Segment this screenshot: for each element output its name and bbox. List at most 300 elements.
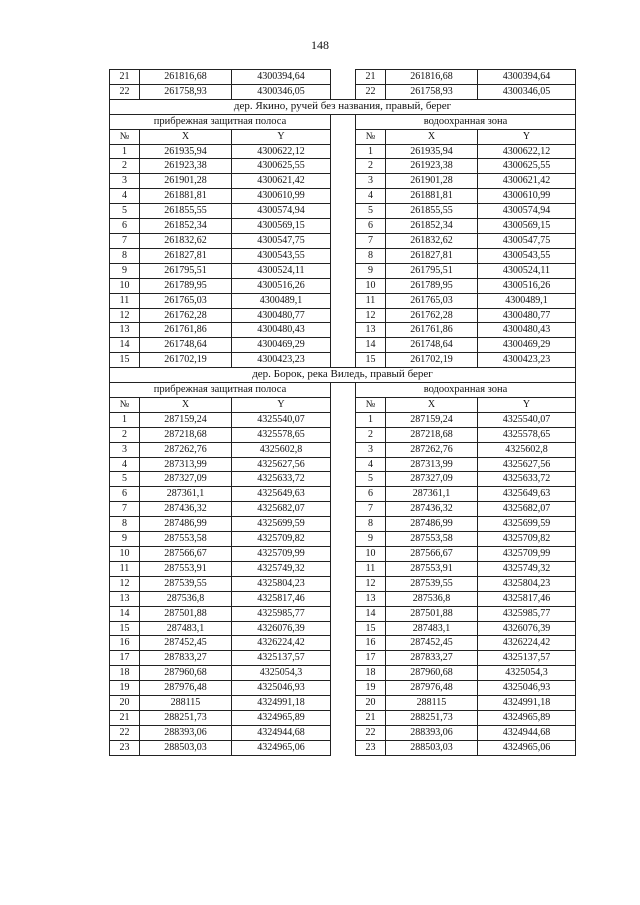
table-row xyxy=(110,189,576,204)
left-point-number: 10 xyxy=(110,278,140,293)
left-x-coordinate: 261827,81 xyxy=(140,248,232,263)
column-gap xyxy=(331,129,356,144)
table-row xyxy=(110,204,576,219)
right-subsection-title: водоохранная зона xyxy=(356,114,576,129)
table-row xyxy=(110,472,576,487)
column-gap xyxy=(331,263,356,278)
left-point-number: 2 xyxy=(110,159,140,174)
column-gap xyxy=(331,457,356,472)
right-y-coordinate: 4325749,32 xyxy=(478,561,576,576)
right-y-coordinate: 4325699,59 xyxy=(478,517,576,532)
table-row xyxy=(110,487,576,502)
left-point-number: 18 xyxy=(110,666,140,681)
right-x-coordinate: 287553,91 xyxy=(386,561,478,576)
table-row xyxy=(110,278,576,293)
section-title: дер. Якино, ручей без названия, правый, берег xyxy=(110,99,576,114)
left-point-number: 2 xyxy=(110,427,140,442)
right-x-coordinate: 287976,48 xyxy=(386,681,478,696)
right-point-number: 3 xyxy=(356,174,386,189)
column-gap xyxy=(331,189,356,204)
right-point-number: 20 xyxy=(356,696,386,711)
right-y-coordinate: 4300543,55 xyxy=(478,248,576,263)
left-point-number: 11 xyxy=(110,561,140,576)
table-row xyxy=(110,696,576,711)
right-point-number: 2 xyxy=(356,427,386,442)
left-point-number: 22 xyxy=(110,84,140,99)
right-point-number: 5 xyxy=(356,472,386,487)
right-point-number: 21 xyxy=(356,710,386,725)
right-point-number: 13 xyxy=(356,591,386,606)
left-y-coordinate: 4325709,99 xyxy=(232,547,331,562)
right-x-coordinate: 261881,81 xyxy=(386,189,478,204)
table-row xyxy=(110,576,576,591)
right-x-coordinate: 288503,03 xyxy=(386,740,478,755)
left-point-number: 21 xyxy=(110,710,140,725)
column-header-row xyxy=(110,397,576,412)
left-point-number: 6 xyxy=(110,487,140,502)
right-x-coordinate: 287486,99 xyxy=(386,517,478,532)
table-row xyxy=(110,70,576,85)
column-gap xyxy=(331,681,356,696)
right-point-number: 15 xyxy=(356,353,386,368)
left-x-coordinate: 261795,51 xyxy=(140,263,232,278)
left-y-coordinate: 4300574,94 xyxy=(232,204,331,219)
left-x-coordinate: 287501,88 xyxy=(140,606,232,621)
right-y-coordinate: 4325682,07 xyxy=(478,502,576,517)
left-subsection-title: прибрежная защитная полоса xyxy=(110,114,331,129)
subsection-header-row xyxy=(110,383,576,398)
left-x-coordinate: 261923,38 xyxy=(140,159,232,174)
table-row xyxy=(110,263,576,278)
right-point-number: 6 xyxy=(356,219,386,234)
table-row xyxy=(110,517,576,532)
column-gap xyxy=(331,725,356,740)
left-point-number: 5 xyxy=(110,472,140,487)
column-gap xyxy=(331,472,356,487)
left-point-number: 9 xyxy=(110,532,140,547)
column-gap xyxy=(331,353,356,368)
left-y-coordinate: 4300346,05 xyxy=(232,84,331,99)
right-y-coordinate: 4324991,18 xyxy=(478,696,576,711)
column-gap xyxy=(331,576,356,591)
right-y-coordinate: 4300489,1 xyxy=(478,293,576,308)
column-gap xyxy=(331,487,356,502)
right-y-coordinate: 4325633,72 xyxy=(478,472,576,487)
left-y-coordinate: 4325709,82 xyxy=(232,532,331,547)
left-y-coordinate: 4325540,07 xyxy=(232,412,331,427)
left-x-coordinate: 287483,1 xyxy=(140,621,232,636)
column-gap xyxy=(331,204,356,219)
left-x-coordinate: 261855,55 xyxy=(140,204,232,219)
column-gap xyxy=(331,412,356,427)
left-point-number: 15 xyxy=(110,353,140,368)
right-x-coordinate: 287536,8 xyxy=(386,591,478,606)
right-y-coordinate: 4300480,77 xyxy=(478,308,576,323)
right-x-coordinate: 261855,55 xyxy=(386,204,478,219)
column-gap xyxy=(331,308,356,323)
right-point-number: 19 xyxy=(356,681,386,696)
column-gap xyxy=(331,323,356,338)
column-gap xyxy=(331,159,356,174)
left-y-coordinate: 4300489,1 xyxy=(232,293,331,308)
table-row xyxy=(110,740,576,755)
right-x-coordinate: 287313,99 xyxy=(386,457,478,472)
right-x-coordinate: 287960,68 xyxy=(386,666,478,681)
right-x-coordinate: 288393,06 xyxy=(386,725,478,740)
right-y-coordinate: 4300625,55 xyxy=(478,159,576,174)
column-gap xyxy=(331,606,356,621)
right-y-coordinate: 4325985,77 xyxy=(478,606,576,621)
left-x-coordinate: 287327,09 xyxy=(140,472,232,487)
right-x-coordinate: 287327,09 xyxy=(386,472,478,487)
column-gap xyxy=(331,248,356,263)
table-row xyxy=(110,233,576,248)
right-y-coordinate: 4300524,11 xyxy=(478,263,576,278)
left-x-coordinate: 287553,91 xyxy=(140,561,232,576)
left-y-coordinate: 4300622,12 xyxy=(232,144,331,159)
right-point-number: 15 xyxy=(356,621,386,636)
left-x-coordinate: 261881,81 xyxy=(140,189,232,204)
right-point-number: 11 xyxy=(356,293,386,308)
right-y-coordinate: 4300423,23 xyxy=(478,353,576,368)
right-x-coordinate: 261923,38 xyxy=(386,159,478,174)
left-y-coordinate: 4325804,23 xyxy=(232,576,331,591)
right-point-number: 22 xyxy=(356,725,386,740)
left-x-coordinate: 287566,67 xyxy=(140,547,232,562)
right-point-number: 21 xyxy=(356,70,386,85)
table-row xyxy=(110,338,576,353)
column-gap xyxy=(331,219,356,234)
left-y-header: Y xyxy=(232,397,331,412)
right-x-coordinate: 261765,03 xyxy=(386,293,478,308)
left-x-header: X xyxy=(140,129,232,144)
right-x-coordinate: 261702,19 xyxy=(386,353,478,368)
left-point-number: 9 xyxy=(110,263,140,278)
left-point-number: 12 xyxy=(110,308,140,323)
right-point-number: 1 xyxy=(356,144,386,159)
right-point-number: 8 xyxy=(356,248,386,263)
right-point-number: 12 xyxy=(356,308,386,323)
right-x-coordinate: 261832,62 xyxy=(386,233,478,248)
left-number-header: № xyxy=(110,129,140,144)
column-gap xyxy=(331,144,356,159)
column-gap xyxy=(331,740,356,755)
left-point-number: 17 xyxy=(110,651,140,666)
right-number-header: № xyxy=(356,397,386,412)
left-point-number: 7 xyxy=(110,233,140,248)
table-row xyxy=(110,442,576,457)
column-gap xyxy=(331,70,356,85)
left-subsection-title: прибрежная защитная полоса xyxy=(110,383,331,398)
left-point-number: 13 xyxy=(110,323,140,338)
left-y-coordinate: 4324965,89 xyxy=(232,710,331,725)
right-x-coordinate: 287501,88 xyxy=(386,606,478,621)
left-x-coordinate: 261748,64 xyxy=(140,338,232,353)
left-y-coordinate: 4325817,46 xyxy=(232,591,331,606)
right-point-number: 8 xyxy=(356,517,386,532)
column-gap xyxy=(331,666,356,681)
right-y-header: Y xyxy=(478,397,576,412)
table-row xyxy=(110,636,576,651)
column-gap xyxy=(331,338,356,353)
left-x-coordinate: 287833,27 xyxy=(140,651,232,666)
right-x-coordinate: 287483,1 xyxy=(386,621,478,636)
left-x-coordinate: 288503,03 xyxy=(140,740,232,755)
right-x-header: X xyxy=(386,397,478,412)
right-x-coordinate: 288251,73 xyxy=(386,710,478,725)
table-row xyxy=(110,293,576,308)
left-y-coordinate: 4300480,77 xyxy=(232,308,331,323)
left-x-coordinate: 287539,55 xyxy=(140,576,232,591)
right-y-coordinate: 4300346,05 xyxy=(478,84,576,99)
section-title-row xyxy=(110,368,576,383)
column-gap xyxy=(331,621,356,636)
right-point-number: 9 xyxy=(356,263,386,278)
right-x-coordinate: 261816,68 xyxy=(386,70,478,85)
left-point-number: 1 xyxy=(110,144,140,159)
right-point-number: 4 xyxy=(356,457,386,472)
right-point-number: 22 xyxy=(356,84,386,99)
right-point-number: 7 xyxy=(356,233,386,248)
table-row xyxy=(110,710,576,725)
left-y-coordinate: 4325633,72 xyxy=(232,472,331,487)
left-y-coordinate: 4300516,26 xyxy=(232,278,331,293)
right-y-coordinate: 4325627,56 xyxy=(478,457,576,472)
left-y-coordinate: 4325046,93 xyxy=(232,681,331,696)
right-x-coordinate: 287452,45 xyxy=(386,636,478,651)
right-x-coordinate: 261748,64 xyxy=(386,338,478,353)
left-point-number: 11 xyxy=(110,293,140,308)
column-gap xyxy=(331,710,356,725)
column-header-row xyxy=(110,129,576,144)
left-y-coordinate: 4325602,8 xyxy=(232,442,331,457)
right-x-coordinate: 287218,68 xyxy=(386,427,478,442)
left-point-number: 1 xyxy=(110,412,140,427)
left-x-coordinate: 261702,19 xyxy=(140,353,232,368)
column-gap xyxy=(331,547,356,562)
column-gap xyxy=(331,517,356,532)
column-gap xyxy=(331,636,356,651)
left-point-number: 21 xyxy=(110,70,140,85)
coordinates-table xyxy=(109,69,576,756)
left-x-coordinate: 261758,93 xyxy=(140,84,232,99)
left-point-number: 14 xyxy=(110,606,140,621)
left-x-coordinate: 288251,73 xyxy=(140,710,232,725)
right-x-coordinate: 287566,67 xyxy=(386,547,478,562)
right-point-number: 4 xyxy=(356,189,386,204)
right-point-number: 1 xyxy=(356,412,386,427)
table-row xyxy=(110,606,576,621)
table-row xyxy=(110,427,576,442)
column-gap xyxy=(331,561,356,576)
left-y-coordinate: 4300394,64 xyxy=(232,70,331,85)
column-gap xyxy=(331,502,356,517)
column-gap xyxy=(331,532,356,547)
column-gap xyxy=(331,397,356,412)
left-point-number: 8 xyxy=(110,248,140,263)
right-y-coordinate: 4300574,94 xyxy=(478,204,576,219)
left-point-number: 10 xyxy=(110,547,140,562)
column-gap xyxy=(331,278,356,293)
table-row xyxy=(110,681,576,696)
right-y-coordinate: 4325804,23 xyxy=(478,576,576,591)
column-gap xyxy=(331,293,356,308)
left-point-number: 8 xyxy=(110,517,140,532)
right-point-number: 3 xyxy=(356,442,386,457)
left-y-coordinate: 4324965,06 xyxy=(232,740,331,755)
left-x-coordinate: 287960,68 xyxy=(140,666,232,681)
table-row xyxy=(110,412,576,427)
left-x-coordinate: 261935,94 xyxy=(140,144,232,159)
left-point-number: 3 xyxy=(110,174,140,189)
left-point-number: 4 xyxy=(110,189,140,204)
right-point-number: 7 xyxy=(356,502,386,517)
right-point-number: 10 xyxy=(356,278,386,293)
left-x-coordinate: 261762,28 xyxy=(140,308,232,323)
right-y-coordinate: 4324965,06 xyxy=(478,740,576,755)
left-y-coordinate: 4326224,42 xyxy=(232,636,331,651)
left-y-coordinate: 4300547,75 xyxy=(232,233,331,248)
right-y-coordinate: 4325137,57 xyxy=(478,651,576,666)
left-point-number: 16 xyxy=(110,636,140,651)
right-x-coordinate: 261762,28 xyxy=(386,308,478,323)
table-row xyxy=(110,666,576,681)
column-gap xyxy=(331,591,356,606)
right-y-coordinate: 4300622,12 xyxy=(478,144,576,159)
table-row xyxy=(110,651,576,666)
left-y-coordinate: 4325627,56 xyxy=(232,457,331,472)
table-row xyxy=(110,308,576,323)
right-point-number: 23 xyxy=(356,740,386,755)
left-y-coordinate: 4325649,63 xyxy=(232,487,331,502)
right-x-coordinate: 287436,32 xyxy=(386,502,478,517)
right-y-coordinate: 4325054,3 xyxy=(478,666,576,681)
section-title: дер. Борок, река Виледь, правый берег xyxy=(110,368,576,383)
left-point-number: 6 xyxy=(110,219,140,234)
column-gap xyxy=(331,651,356,666)
right-y-coordinate: 4300547,75 xyxy=(478,233,576,248)
left-y-coordinate: 4300625,55 xyxy=(232,159,331,174)
right-y-coordinate: 4300610,99 xyxy=(478,189,576,204)
table-row xyxy=(110,174,576,189)
left-y-coordinate: 4325054,3 xyxy=(232,666,331,681)
right-number-header: № xyxy=(356,129,386,144)
right-y-header: Y xyxy=(478,129,576,144)
left-x-coordinate: 287536,8 xyxy=(140,591,232,606)
left-y-coordinate: 4300543,55 xyxy=(232,248,331,263)
left-x-header: X xyxy=(140,397,232,412)
left-y-coordinate: 4300423,23 xyxy=(232,353,331,368)
table-row xyxy=(110,621,576,636)
left-y-coordinate: 4325682,07 xyxy=(232,502,331,517)
right-point-number: 12 xyxy=(356,576,386,591)
page-number: 148 xyxy=(311,38,329,52)
right-x-coordinate: 287539,55 xyxy=(386,576,478,591)
left-x-coordinate: 288393,06 xyxy=(140,725,232,740)
right-x-coordinate: 287159,24 xyxy=(386,412,478,427)
right-point-number: 18 xyxy=(356,666,386,681)
table-row xyxy=(110,219,576,234)
right-y-coordinate: 4324965,89 xyxy=(478,710,576,725)
table-row xyxy=(110,159,576,174)
left-x-coordinate: 261765,03 xyxy=(140,293,232,308)
right-y-coordinate: 4325540,07 xyxy=(478,412,576,427)
table-row xyxy=(110,323,576,338)
left-x-coordinate: 287452,45 xyxy=(140,636,232,651)
left-y-coordinate: 4300480,43 xyxy=(232,323,331,338)
left-x-coordinate: 261789,95 xyxy=(140,278,232,293)
right-subsection-title: водоохранная зона xyxy=(356,383,576,398)
right-y-coordinate: 4326076,39 xyxy=(478,621,576,636)
left-point-number: 3 xyxy=(110,442,140,457)
column-gap xyxy=(331,442,356,457)
right-point-number: 6 xyxy=(356,487,386,502)
left-y-coordinate: 4325985,77 xyxy=(232,606,331,621)
left-point-number: 4 xyxy=(110,457,140,472)
right-point-number: 9 xyxy=(356,532,386,547)
left-y-coordinate: 4325699,59 xyxy=(232,517,331,532)
right-point-number: 17 xyxy=(356,651,386,666)
left-x-coordinate: 287361,1 xyxy=(140,487,232,502)
right-x-header: X xyxy=(386,129,478,144)
right-x-coordinate: 287262,76 xyxy=(386,442,478,457)
left-y-coordinate: 4300569,15 xyxy=(232,219,331,234)
left-point-number: 14 xyxy=(110,338,140,353)
right-y-coordinate: 4300569,15 xyxy=(478,219,576,234)
right-y-coordinate: 4300469,29 xyxy=(478,338,576,353)
table-row xyxy=(110,353,576,368)
right-x-coordinate: 261795,51 xyxy=(386,263,478,278)
right-point-number: 16 xyxy=(356,636,386,651)
right-y-coordinate: 4325578,65 xyxy=(478,427,576,442)
left-point-number: 22 xyxy=(110,725,140,740)
right-point-number: 14 xyxy=(356,606,386,621)
right-y-coordinate: 4300394,64 xyxy=(478,70,576,85)
section-title-row xyxy=(110,99,576,114)
right-x-coordinate: 261789,95 xyxy=(386,278,478,293)
left-point-number: 19 xyxy=(110,681,140,696)
column-gap xyxy=(331,114,356,129)
left-y-header: Y xyxy=(232,129,331,144)
table-row xyxy=(110,561,576,576)
left-point-number: 7 xyxy=(110,502,140,517)
table-row xyxy=(110,502,576,517)
left-x-coordinate: 287553,58 xyxy=(140,532,232,547)
right-y-coordinate: 4325046,93 xyxy=(478,681,576,696)
right-point-number: 2 xyxy=(356,159,386,174)
column-gap xyxy=(331,696,356,711)
left-x-coordinate: 287436,32 xyxy=(140,502,232,517)
left-point-number: 5 xyxy=(110,204,140,219)
left-y-coordinate: 4326076,39 xyxy=(232,621,331,636)
table-row xyxy=(110,591,576,606)
left-x-coordinate: 261816,68 xyxy=(140,70,232,85)
left-point-number: 15 xyxy=(110,621,140,636)
right-y-coordinate: 4300621,42 xyxy=(478,174,576,189)
right-x-coordinate: 261758,93 xyxy=(386,84,478,99)
left-y-coordinate: 4300621,42 xyxy=(232,174,331,189)
right-x-coordinate: 261761,86 xyxy=(386,323,478,338)
left-x-coordinate: 287486,99 xyxy=(140,517,232,532)
left-x-coordinate: 287976,48 xyxy=(140,681,232,696)
right-point-number: 13 xyxy=(356,323,386,338)
table-row xyxy=(110,457,576,472)
left-x-coordinate: 261901,28 xyxy=(140,174,232,189)
left-y-coordinate: 4300524,11 xyxy=(232,263,331,278)
left-x-coordinate: 261852,34 xyxy=(140,219,232,234)
left-y-coordinate: 4325749,32 xyxy=(232,561,331,576)
right-point-number: 11 xyxy=(356,561,386,576)
